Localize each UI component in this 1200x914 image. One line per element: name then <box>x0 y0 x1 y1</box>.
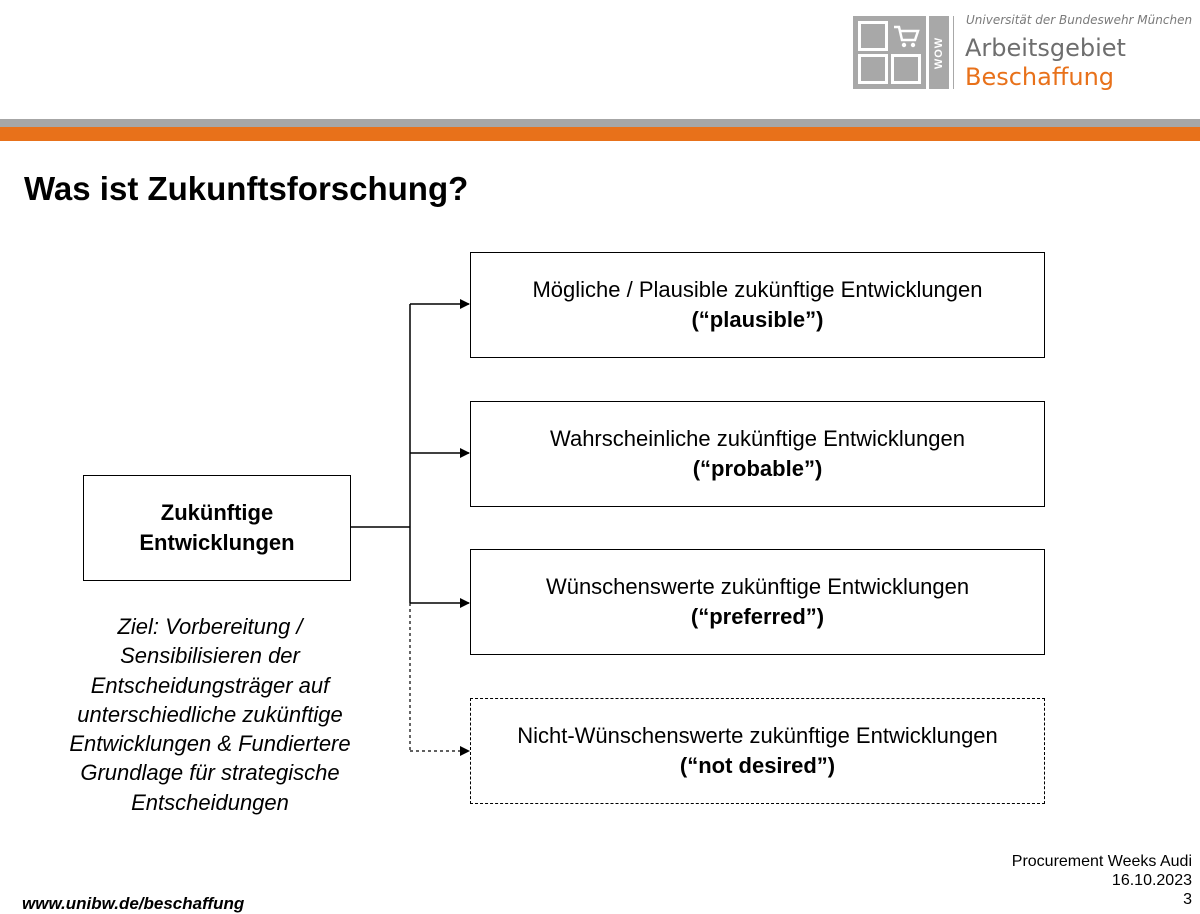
footer-event: Procurement Weeks Audi <box>1011 853 1192 870</box>
goal-line: Entscheidungsträger auf <box>90 672 330 698</box>
target-tag: (“plausible”) <box>691 307 824 332</box>
target-box-preferred <box>470 549 1045 655</box>
unit-name-line1: Arbeitsgebiet <box>965 34 1126 62</box>
goal-line: Grundlage für strategische <box>80 760 340 786</box>
footer-url: www.unibw.de/beschaffung <box>22 894 245 913</box>
target-tag: (“probable”) <box>692 456 823 481</box>
goal-line: Ziel: Vorbereitung / <box>117 614 303 639</box>
target-box-plausible <box>470 252 1045 358</box>
goal-line: unterschiedliche zukünftige <box>77 701 343 727</box>
goal-text <box>40 612 380 817</box>
goal-line: Sensibilisieren der <box>120 643 300 669</box>
goal-line: Entscheidungen <box>131 789 289 815</box>
page-number: 3 <box>1183 891 1192 908</box>
target-label: Nicht-Wünschenswerte zukünftige Entwicklungen <box>517 723 998 748</box>
source-box <box>83 475 351 581</box>
target-label: Wahrscheinliche zukünftige Entwicklungen <box>550 426 965 451</box>
source-line1: Zukünftige <box>160 500 274 525</box>
university-name: Universität der Bundeswehr München <box>966 13 1193 27</box>
target-tag: (“not desired”) <box>679 753 836 778</box>
target-tag: (“preferred”) <box>690 604 825 629</box>
target-box-probable <box>470 401 1045 507</box>
footer-date: 16.10.2023 <box>1111 872 1192 889</box>
unit-name-line2: Beschaffung <box>965 63 1115 91</box>
target-box-not-desired <box>470 698 1045 804</box>
slide-title: Was ist Zukunftsforschung? <box>24 170 469 207</box>
goal-line: Entwicklungen & Fundiertere <box>69 731 351 757</box>
wow-badge-text: WOW <box>933 36 945 69</box>
footer-info <box>1012 852 1192 909</box>
target-label: Wünschenswerte zukünftige Entwicklungen <box>545 574 970 599</box>
target-label: Mögliche / Plausible zukünftige Entwicklungen <box>532 277 983 302</box>
source-line2: Entwicklungen <box>139 530 295 555</box>
